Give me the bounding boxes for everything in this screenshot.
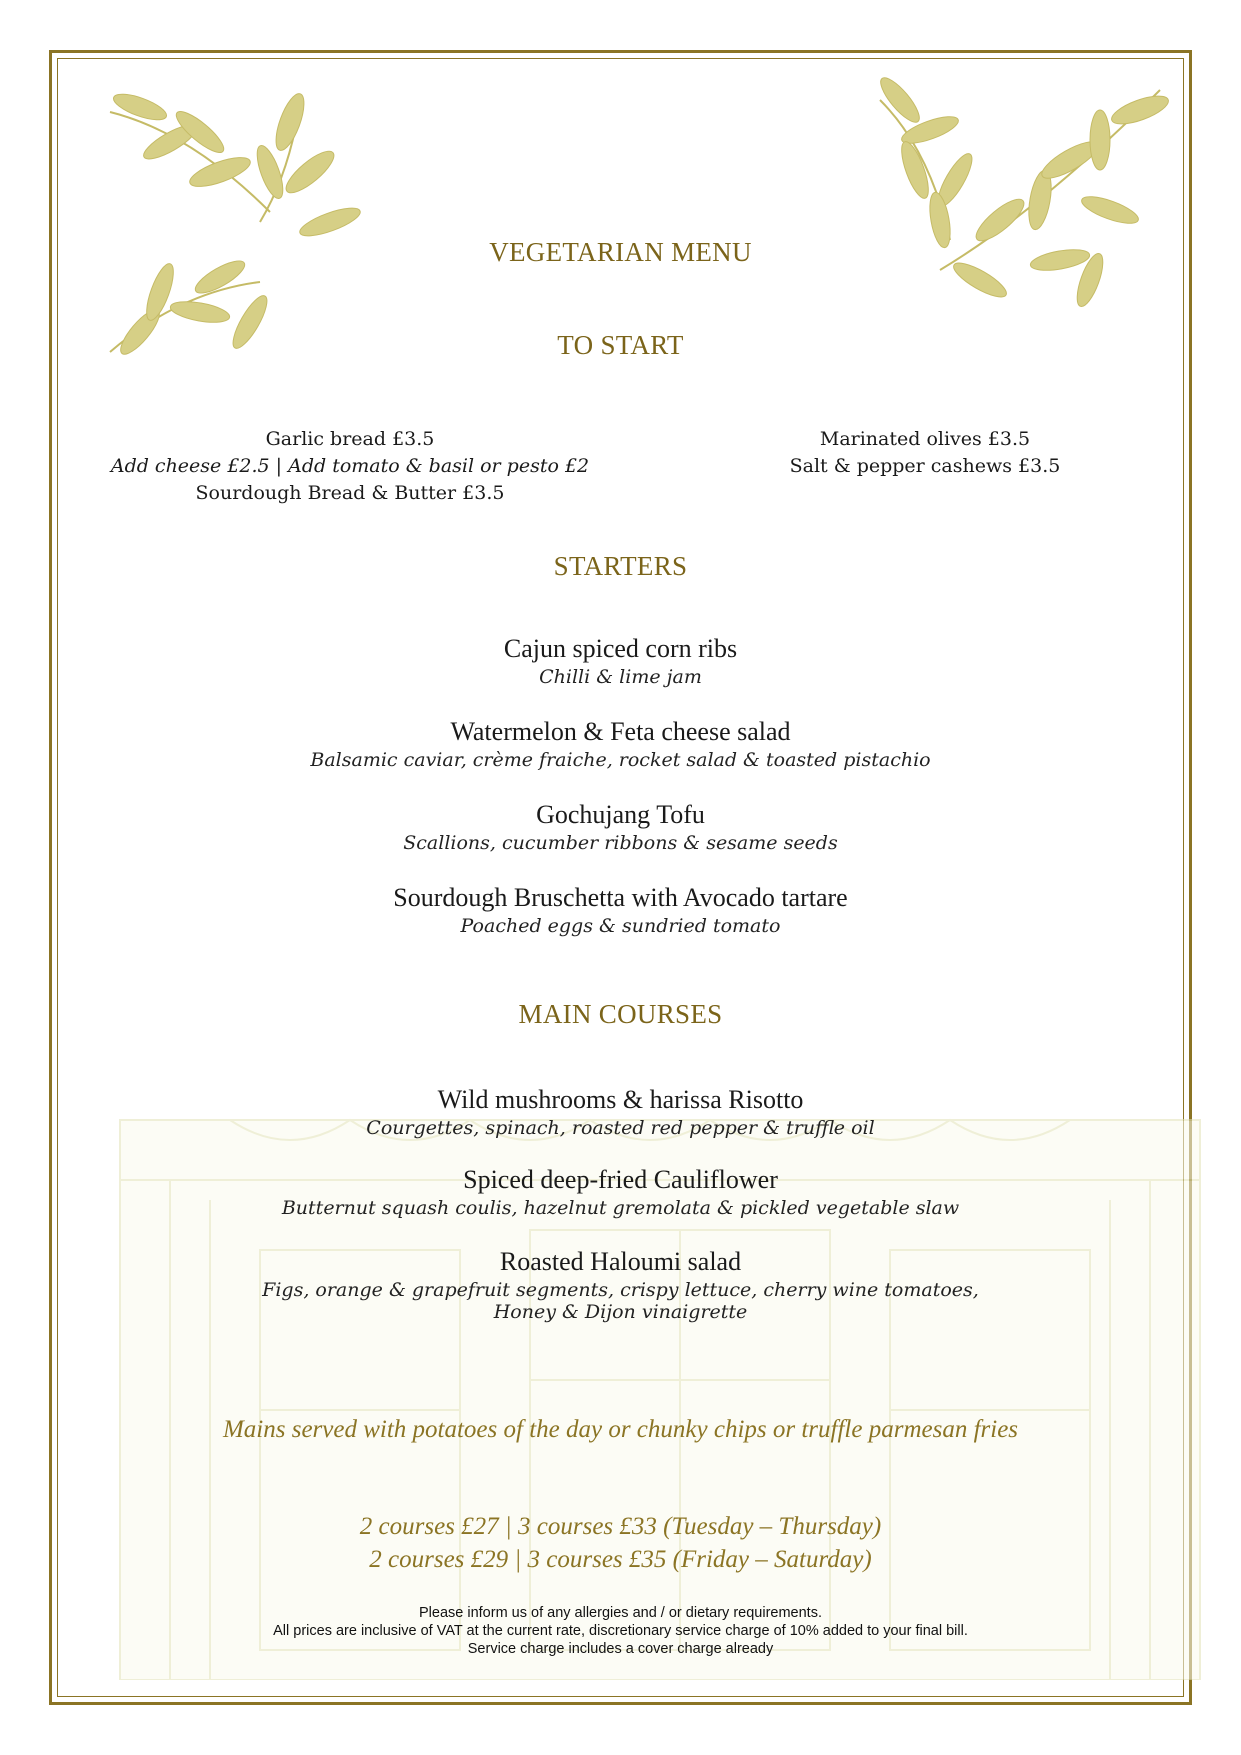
garlic-bread-line: Garlic bread £3.5 bbox=[265, 428, 435, 450]
starter-item bbox=[0, 634, 1241, 688]
starter-description: Poached eggs & sundried tomato bbox=[460, 915, 781, 937]
mains-side-note: Mains served with potatoes of the day or chunky chips or truffle parmesan fries bbox=[222, 1416, 1019, 1443]
main-name: Roasted Haloumi salad bbox=[499, 1247, 742, 1276]
starter-name: Sourdough Bruschetta with Avocado tartare bbox=[393, 883, 848, 912]
set-menu-pricing bbox=[0, 1510, 1241, 1576]
main-item bbox=[0, 1247, 1241, 1323]
starters-heading: STARTERS bbox=[553, 551, 688, 581]
main-name: Spiced deep-fried Cauliflower bbox=[463, 1165, 778, 1194]
starter-name: Watermelon & Feta cheese salad bbox=[450, 717, 791, 746]
starter-item bbox=[0, 800, 1241, 854]
garlic-bread-addons-line: Add cheese £2.5 | Add tomato & basil or pesto £2 bbox=[110, 455, 590, 477]
main-item bbox=[0, 1165, 1241, 1219]
olive-branch-top-left-icon bbox=[100, 62, 380, 362]
main-name: Wild mushrooms & harissa Risotto bbox=[437, 1085, 804, 1114]
main-description: Courgettes, spinach, roasted red pepper & truffle oil bbox=[366, 1117, 875, 1139]
main-description: Butternut squash coulis, hazelnut gremolata & pickled vegetable slaw bbox=[281, 1197, 960, 1219]
starter-item bbox=[0, 717, 1241, 771]
starter-description: Balsamic caviar, crème fraiche, rocket salad & toasted pistachio bbox=[310, 749, 931, 771]
starter-description: Chilli & lime jam bbox=[539, 666, 702, 688]
olive-branch-top-right-icon bbox=[860, 70, 1170, 320]
footer-notes bbox=[0, 1604, 1241, 1658]
starter-description: Scallions, cucumber ribbons & sesame seeds bbox=[403, 832, 838, 854]
cover-charge-note: Service charge includes a cover charge already bbox=[467, 1641, 774, 1657]
starter-name: Cajun spiced corn ribs bbox=[503, 634, 738, 663]
pricing-line-weekend: 2 courses £29 | 3 courses £35 (Friday – Saturday) bbox=[369, 1546, 872, 1573]
main-description: Figs, orange & grapefruit segments, crispy lettuce, cherry wine tomatoes, bbox=[262, 1279, 979, 1301]
sourdough-bread-line: Sourdough Bread & Butter £3.5 bbox=[195, 482, 505, 504]
allergy-note: Please inform us of any allergies and / or dietary requirements. bbox=[419, 1605, 822, 1621]
marinated-olives-line: Marinated olives £3.5 bbox=[819, 428, 1031, 450]
to-start-left-column bbox=[80, 426, 620, 507]
starter-item bbox=[0, 883, 1241, 937]
main-courses-heading: MAIN COURSES bbox=[518, 999, 723, 1029]
to-start-heading: TO START bbox=[557, 330, 684, 360]
main-description-line-2: Honey & Dijon vinaigrette bbox=[493, 1301, 748, 1323]
cashews-line: Salt & pepper cashews £3.5 bbox=[789, 455, 1061, 477]
to-start-right-column bbox=[730, 426, 1120, 480]
starter-name: Gochujang Tofu bbox=[536, 800, 705, 829]
vat-service-note: All prices are inclusive of VAT at the current rate, discretionary service charge of 10% added to your final bill. bbox=[273, 1623, 968, 1639]
main-item bbox=[0, 1085, 1241, 1139]
menu-title: VEGETARIAN MENU bbox=[489, 237, 752, 267]
pricing-line-weekday: 2 courses £27 | 3 courses £33 (Tuesday – Thursday) bbox=[359, 1513, 882, 1540]
